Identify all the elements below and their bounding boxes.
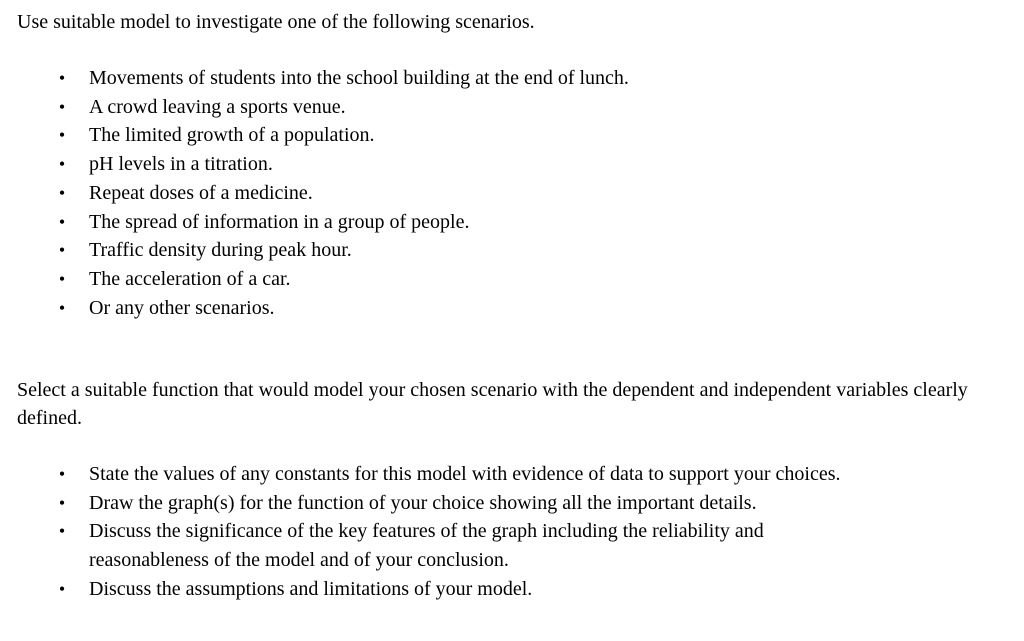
bullet-icon: •: [58, 125, 66, 146]
task-text: Discuss the assumptions and limitations of your model.: [89, 577, 533, 600]
scenario-text: Or any other scenarios.: [89, 296, 275, 319]
list-item: [0, 517, 1000, 574]
bullet-icon: •: [58, 521, 66, 542]
bullet-icon: •: [58, 154, 66, 175]
list-item: [0, 121, 1000, 150]
bullet-icon: •: [58, 96, 66, 117]
scenario-text: A crowd leaving a sports venue.: [89, 95, 346, 118]
scenario-text: pH levels in a titration.: [89, 153, 273, 176]
bullet-icon: •: [58, 492, 66, 513]
scenario-text: Traffic density during peak hour.: [89, 239, 352, 262]
task-text: Draw the graph(s) for the function of your choice showing all the important details.: [89, 491, 757, 514]
list-item: [0, 294, 1000, 323]
task-text: State the values of any constants for this model with evidence of data to support your choices.: [89, 463, 841, 485]
list-item: [0, 64, 1000, 93]
scenario-text: Movements of students into the school building at the end of lunch.: [89, 67, 629, 89]
scenario-text: The limited growth of a population.: [89, 124, 375, 147]
bullet-icon: •: [58, 182, 66, 203]
list-item: [0, 150, 1000, 179]
bullet-icon: •: [58, 240, 66, 261]
bullet-icon: •: [58, 68, 66, 88]
list-item: [0, 489, 1000, 518]
bullet-icon: •: [58, 578, 66, 599]
list-item: [0, 236, 1000, 265]
scenario-text: The acceleration of a car.: [89, 267, 291, 290]
intro-paragraph: Use suitable model to investigate one of the following scenarios.: [17, 11, 535, 33]
list-item: [0, 93, 1000, 122]
task-text: Discuss the significance of the key features of the graph including the reliability and reasonableness of the model and of your conclusion.: [89, 520, 764, 572]
list-item: [0, 208, 1000, 237]
list-item: [0, 460, 1000, 489]
list-item: [0, 179, 1000, 208]
bullet-icon: •: [58, 464, 66, 484]
task-list: [0, 460, 1000, 604]
scenario-list: [0, 64, 1000, 322]
bullet-icon: •: [58, 268, 66, 289]
list-item: [0, 575, 1000, 604]
bullet-icon: •: [58, 211, 66, 232]
select-function-paragraph: Select a suitable function that would model your chosen scenario with the dependent and independent variables clearly defined.: [17, 379, 968, 429]
bullet-icon: •: [58, 297, 66, 318]
scenario-text: Repeat doses of a medicine.: [89, 181, 313, 204]
list-item: [0, 265, 1000, 294]
scenario-text: The spread of information in a group of people.: [89, 210, 470, 233]
